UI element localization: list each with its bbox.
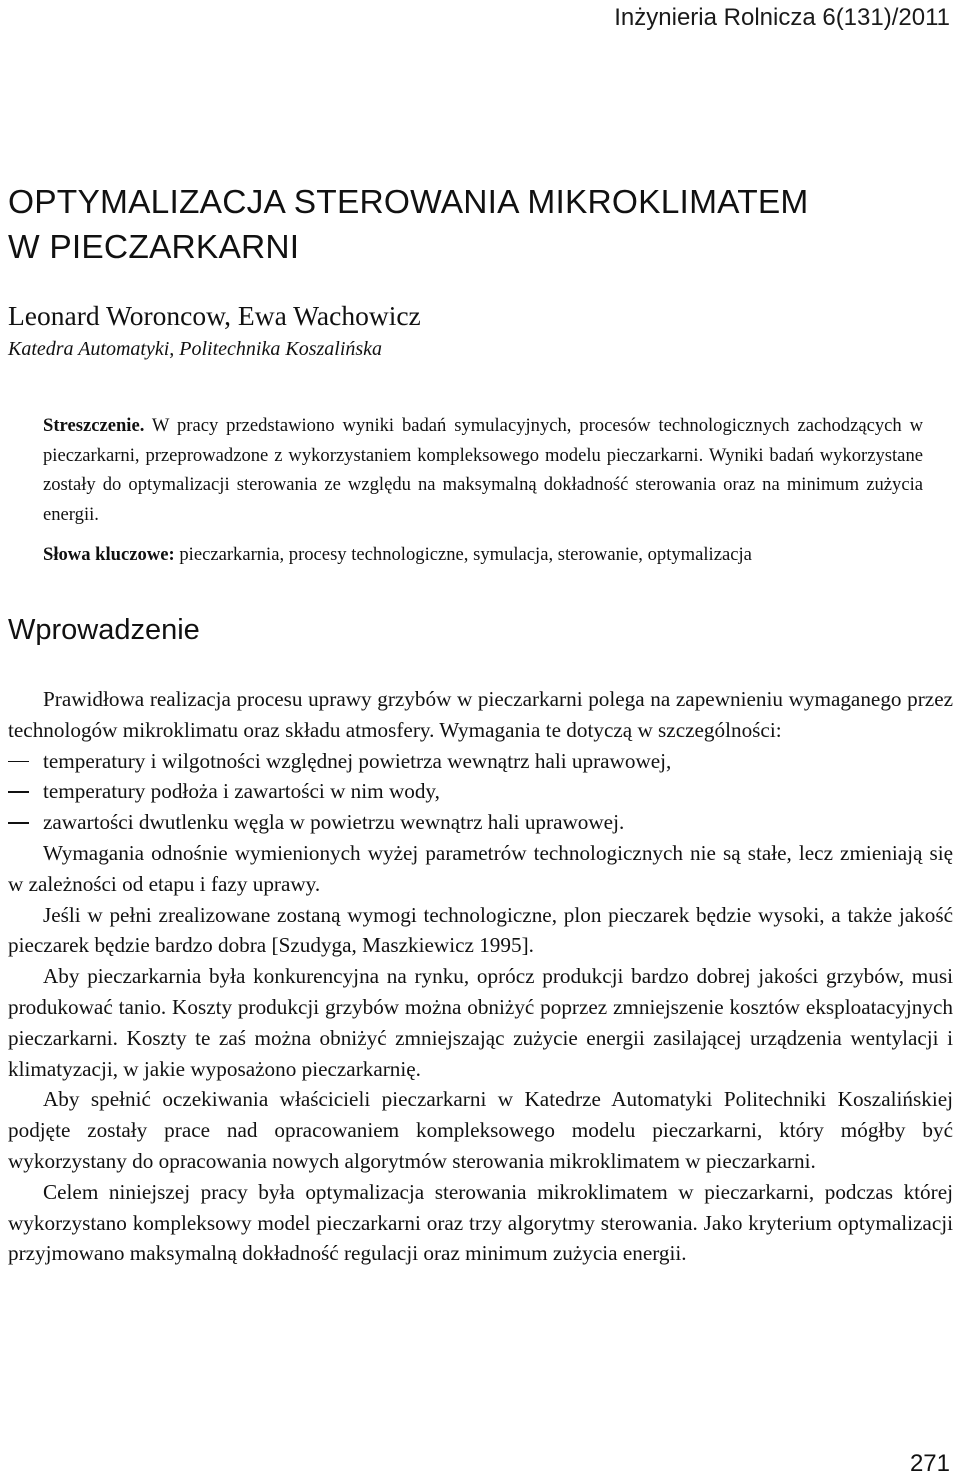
list-item-text: temperatury podłoża i zawartości w nim wody, xyxy=(43,779,440,804)
list-item xyxy=(8,746,953,777)
paragraph-5: Aby spełnić oczekiwania właścicieli pieczarkarni w Katedrze Automatyki Politechniki Koszalińskiej podjęte zostały prace nad opracowaniem kompleksowego modelu pieczarkarni, który mógłby być wykorzystany do opracowania nowych algorytmów sterowania mikroklimatem w pieczarkarni. xyxy=(8,1087,953,1173)
journal-header: Inżynieria Rolnicza 6(131)/2011 xyxy=(614,4,950,31)
page-number: 271 xyxy=(909,1450,950,1477)
title-line-2: W PIECZARKARNI xyxy=(8,229,300,266)
dash-bullet xyxy=(8,761,29,763)
paragraph-4: Aby pieczarkarnia była konkurencyjna na rynku, oprócz produkcji bardzo dobrej jakości grzybów, musi produkować tanio. Koszty produkcji grzybów można obniżyć poprzez zmniejszenie kosztów eksploatacyjnych pieczarkarni. Koszty te zaś można obniżyć zmniejszając zużycie energii zasilającej urządzenia wentylacji i klimatyzacji, w jakie wyposażono pieczarkarnię. xyxy=(8,964,953,1081)
requirements-list xyxy=(8,746,953,838)
abstract-label: Streszczenie. xyxy=(43,415,145,436)
affiliation: Katedra Automatyki, Politechnika Koszalińska xyxy=(8,338,383,360)
section-heading: Wprowadzenie xyxy=(8,614,200,646)
list-item xyxy=(8,776,953,807)
paragraph-3: Jeśli w pełni zrealizowane zostaną wymogi technologiczne, plon pieczarek będzie wysoki, a także jakość pieczarek będzie bardzo dobra [Szudyga, Maszkiewicz 1995]. xyxy=(8,902,953,958)
paper-title xyxy=(8,180,948,270)
keywords-text: pieczarkarnia, procesy technologiczne, symulacja, sterowanie, optymalizacja xyxy=(174,544,752,565)
dash-bullet xyxy=(8,822,29,824)
abstract-text: W pracy przedstawiono wyniki badań symulacyjnych, procesów technologicznych zachodzących w pieczarkarni, przeprowadzone z wykorzystaniem kompleksowego modelu pieczarkarni. Wyniki badań wykorzystane zostały do optymalizacji sterowania ze względu na maksymalną dokładność sterowania oraz na minimum zużycia energii. xyxy=(43,415,923,525)
body-text xyxy=(8,684,953,1269)
list-item xyxy=(8,807,953,838)
paragraph-2: Wymagania odnośnie wymienionych wyżej parametrów technologicznych nie są stałe, lecz zmieniają się w zależności od etapu i fazy uprawy. xyxy=(8,840,953,896)
list-item-text: zawartości dwutlenku węgla w powietrzu wewnątrz hali uprawowej. xyxy=(43,810,625,835)
paragraph-6: Celem niniejszej pracy była optymalizacja sterowania mikroklimatem w pieczarkarni, podczas której wykorzystano kompleksowy model pieczarkarni oraz trzy algorytmy sterowania. Jako kryterium optymalizacji przyjmowano maksymalną dokładność regulacji oraz minimum zużycia energii. xyxy=(8,1179,953,1266)
authors: Leonard Woroncow, Ewa Wachowicz xyxy=(8,300,421,331)
dash-bullet xyxy=(8,791,29,793)
list-item-text: temperatury i wilgotności względnej powietrza wewnątrz hali uprawowej, xyxy=(43,748,672,773)
abstract xyxy=(43,411,923,529)
paragraph-1: Prawidłowa realizacja procesu uprawy grzybów w pieczarkarni polega na zapewnieniu wymaganego przez technologów mikroklimatu oraz składu atmosfery. Wymagania te dotyczą w szczególności: xyxy=(8,687,953,742)
keywords xyxy=(43,540,943,570)
keywords-label: Słowa kluczowe: xyxy=(43,544,175,565)
title-line-1: OPTYMALIZACJA STEROWANIA MIKROKLIMATEM xyxy=(8,184,809,221)
